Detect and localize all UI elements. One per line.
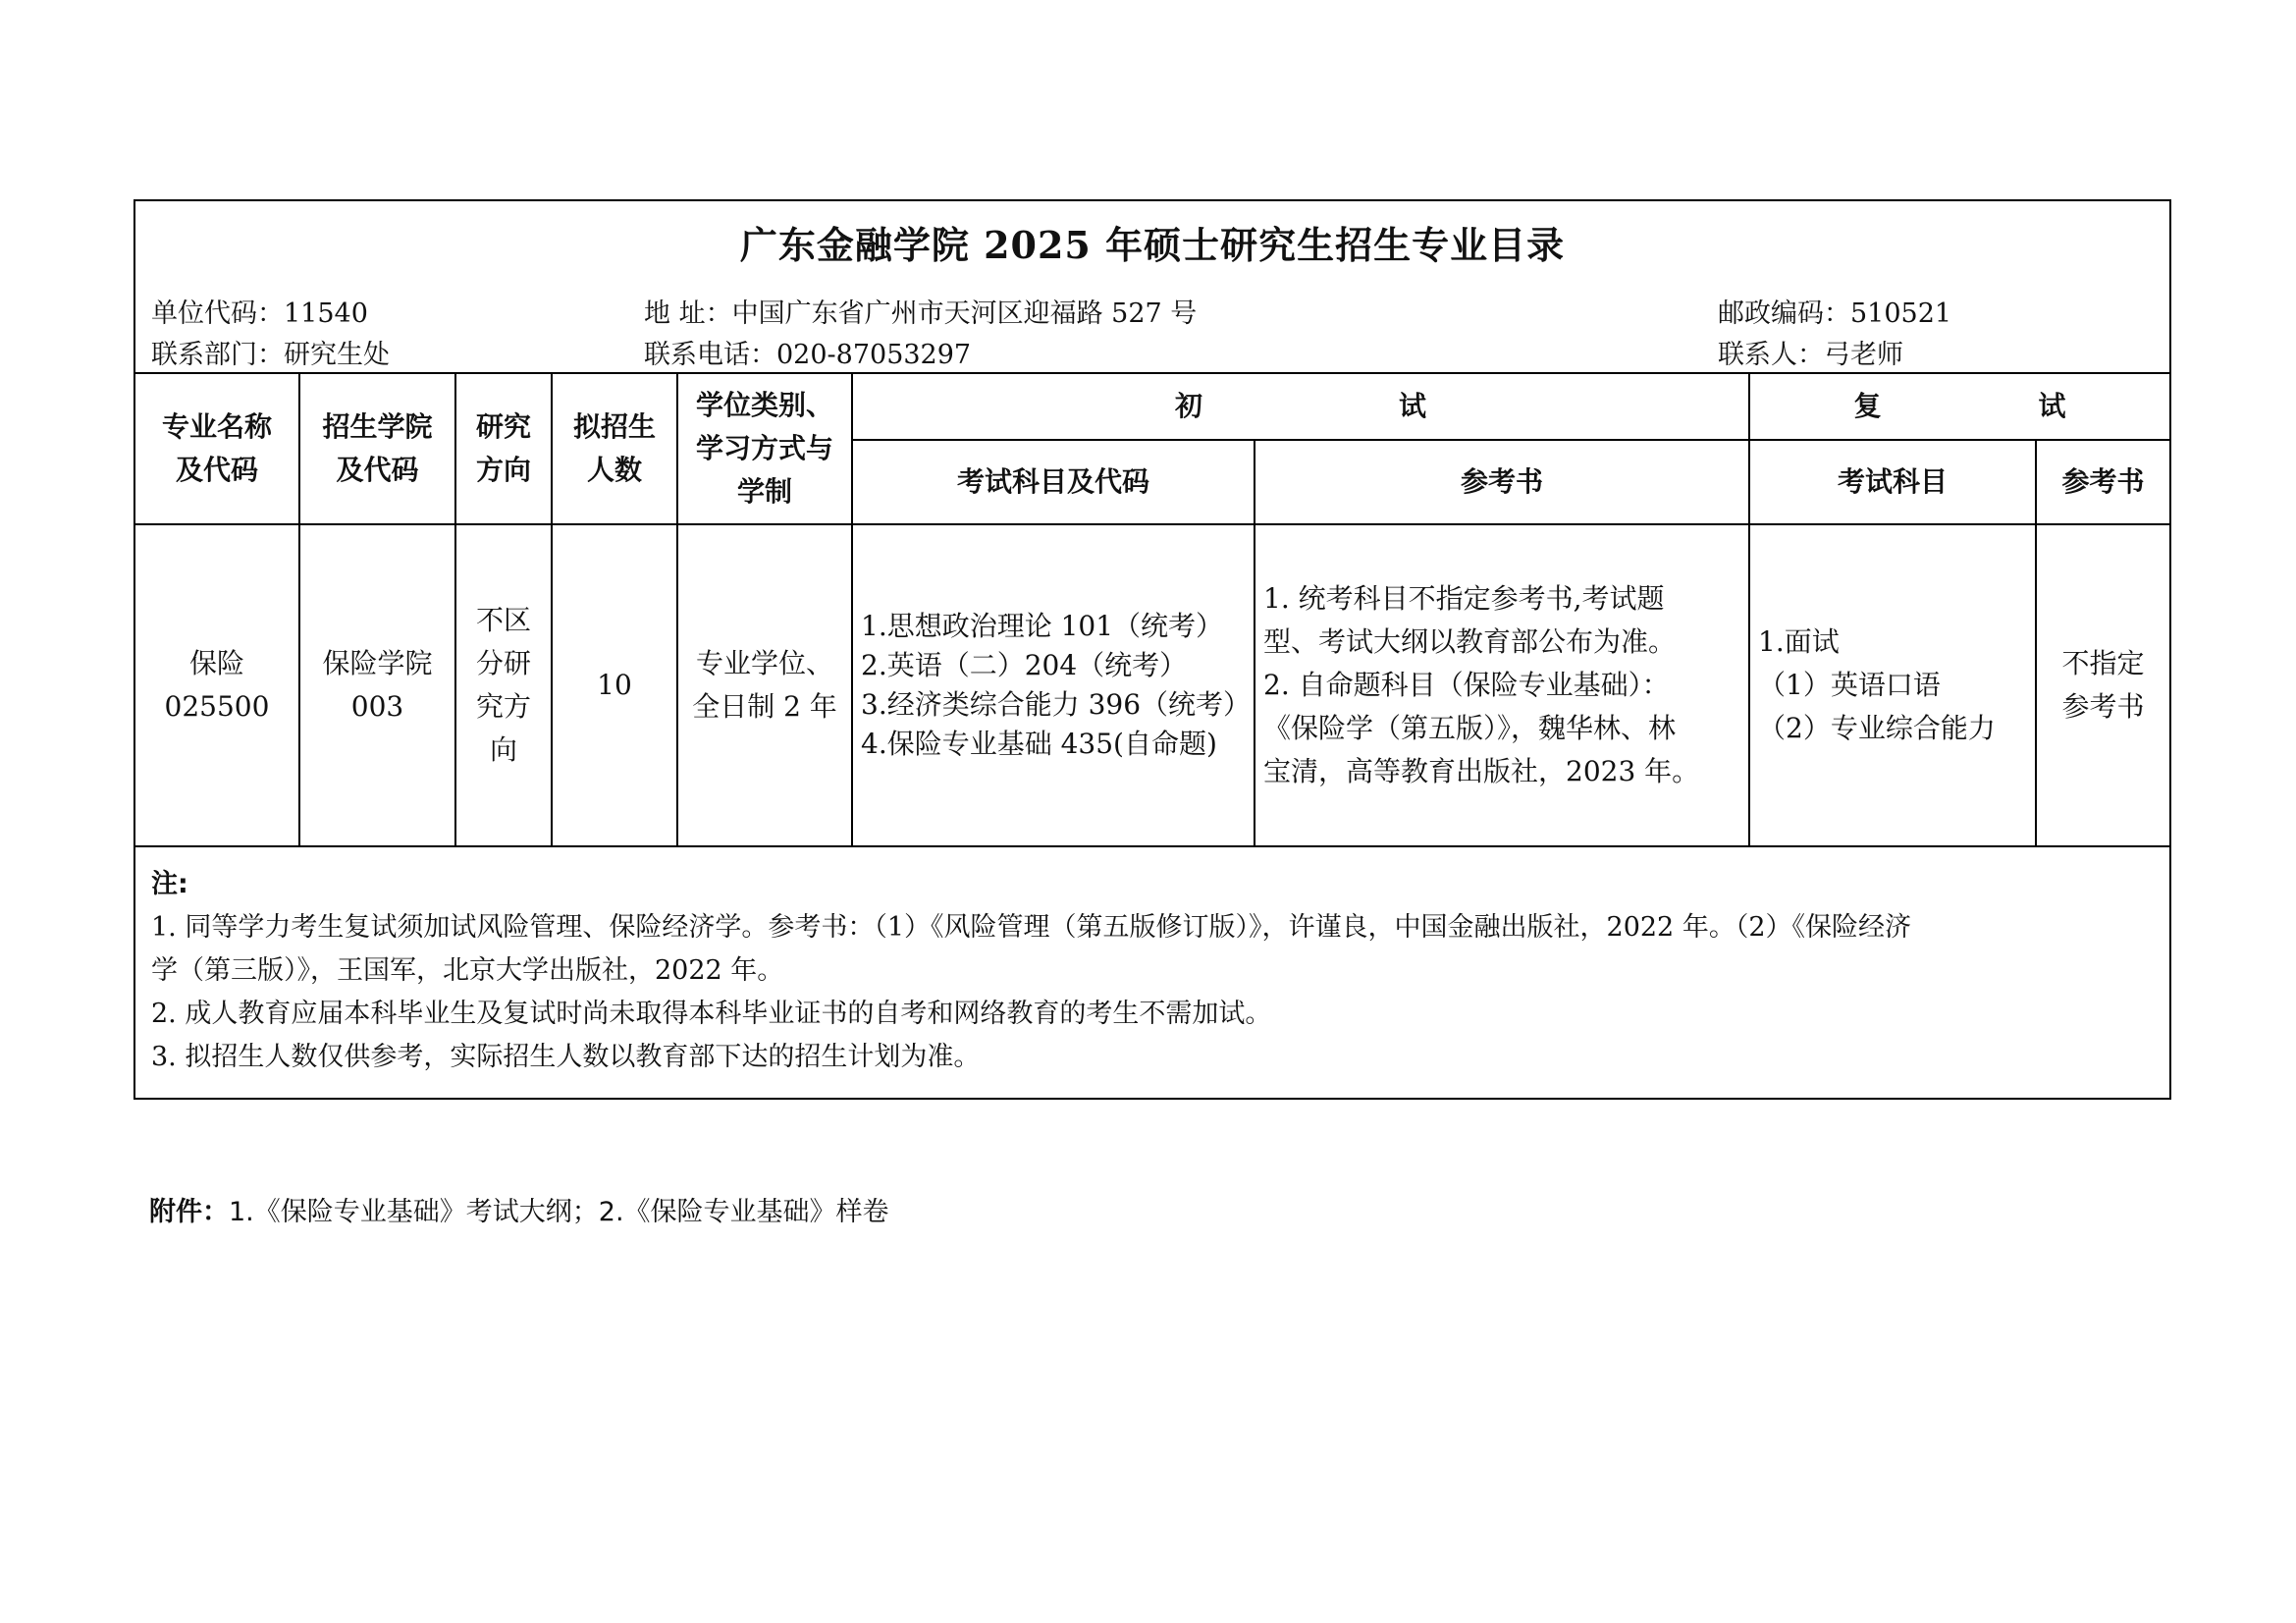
header-quota: 拟招生 人数: [552, 373, 677, 524]
attachment-line: [149, 1190, 889, 1228]
note-item: 学（第三版）》，王国军，北京大学出版社，2022 年。: [151, 955, 784, 986]
attachment-label: 附件：: [149, 1197, 229, 1227]
cell-degree: 专业学位、 全日制 2 年: [677, 524, 852, 846]
catalog-frame: [133, 199, 2171, 1100]
address: 地 址：中国广东省广州市天河区迎福路 527 号: [644, 298, 1198, 329]
header-direction: 研究 方向: [455, 373, 552, 524]
contact-phone: 联系电话：020-87053297: [644, 340, 972, 370]
header-major: 专业名称 及代码: [135, 373, 299, 524]
header-retest-books: 参考书: [2036, 440, 2169, 524]
cell-quota: 10: [552, 524, 677, 846]
cell-retest-books: 不指定 参考书: [2036, 524, 2169, 846]
cell-retest-subjects: 1.面试 （1）英语口语 （2）专业综合能力: [1749, 524, 2036, 846]
page-title: 广东金融学院 2025 年硕士研究生招生专业目录: [739, 223, 1566, 267]
catalog-table: [135, 372, 2169, 847]
header-retest: 复 试: [1749, 373, 2169, 440]
note-item: 2. 成人教育应届本科毕业生及复试时尚未取得本科毕业证书的自考和网络教育的考生不需加试。: [151, 999, 1272, 1029]
cell-prelim-subjects: 1.思想政治理论 101（统考） 2.英语（二）204（统考） 3.经济类综合能力 396（统考） 4.保险专业基础 435(自命题): [852, 524, 1255, 846]
attachment-text: 1.《保险专业基础》考试大纲；2.《保险专业基础》样卷: [229, 1197, 889, 1227]
header-prelim: 初 试: [852, 373, 1749, 440]
notes-label: 注:: [151, 869, 188, 899]
header-college: 招生学院 及代码: [299, 373, 455, 524]
cell-major: 保险 025500: [135, 524, 299, 846]
note-item: 1. 同等学力考生复试须加试风险管理、保险经济学。参考书：（1）《风险管理（第五版修订版）》，许谨良，中国金融出版社，2022 年。（2）《保险经济: [151, 912, 1911, 943]
cell-college: 保险学院 003: [299, 524, 455, 846]
note-item: 3. 拟招生人数仅供参考，实际招生人数以教育部下达的招生计划为准。: [151, 1042, 981, 1072]
contact-department: 联系部门：研究生处: [151, 340, 390, 370]
header-prelim-subjects: 考试科目及代码: [852, 440, 1255, 524]
postcode: 邮政编码：510521: [1718, 298, 1952, 329]
notes-section: [151, 863, 2154, 1079]
header-prelim-books: 参考书: [1255, 440, 1749, 524]
header-degree: 学位类别、 学习方式与 学制: [677, 373, 852, 524]
contact-person: 联系人：弓老师: [1718, 340, 1903, 370]
cell-direction: 不区 分研 究方 向: [455, 524, 552, 846]
unit-code: 单位代码：11540: [151, 298, 368, 329]
header-retest-subjects: 考试科目: [1749, 440, 2036, 524]
cell-prelim-books: 1. 统考科目不指定参考书,考试题 型、考试大纲以教育部公布为准。 2. 自命题科目（保险专业基础）： 《保险学（第五版）》，魏华林、林 宝清，高等教育出版社，2023 年。: [1255, 524, 1749, 846]
